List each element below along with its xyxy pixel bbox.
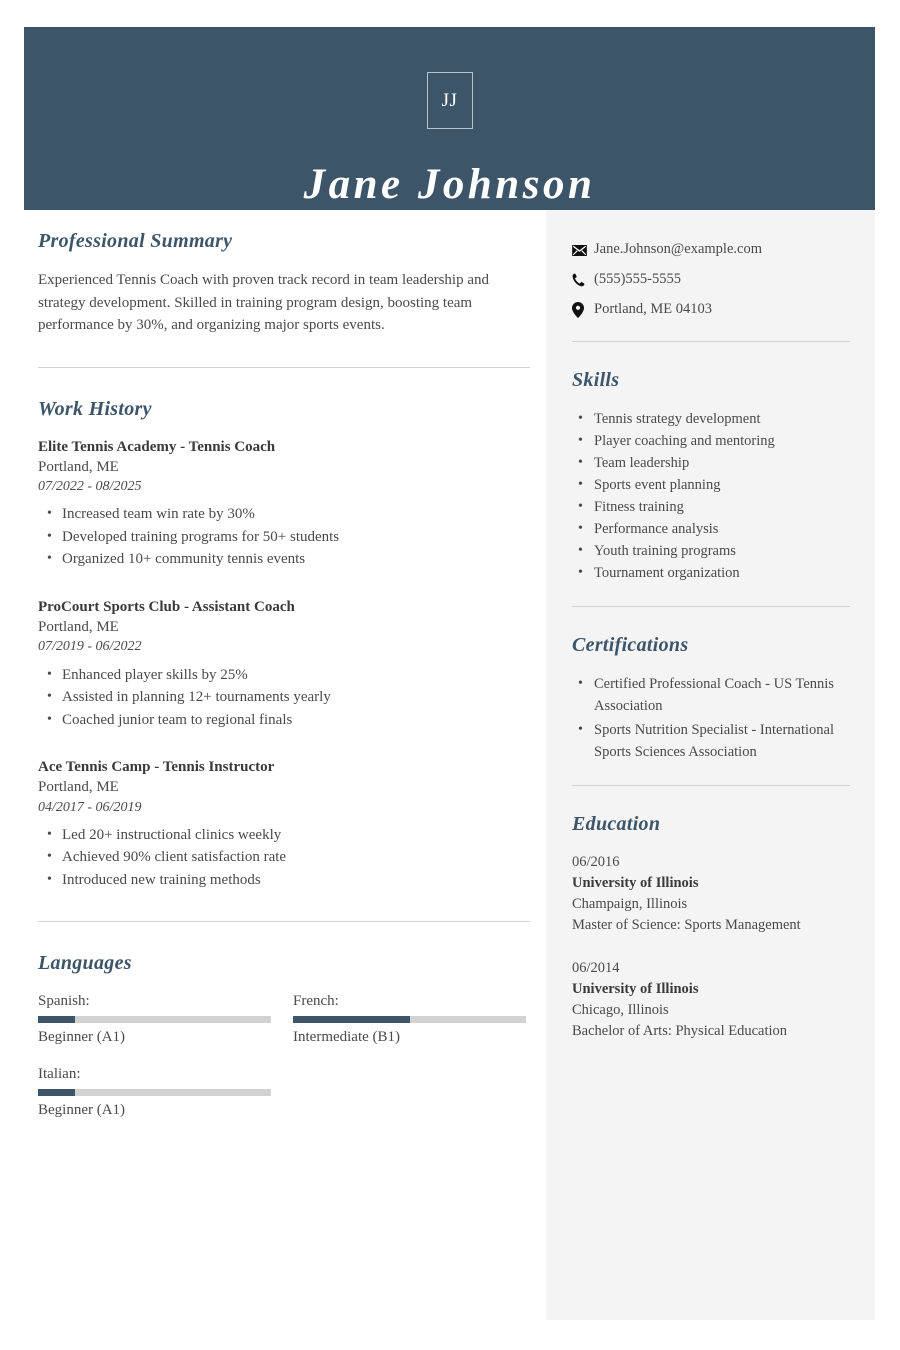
list-item: • Team leadership (592, 452, 849, 474)
summary-text: Experienced Tennis Coach with proven track record in team leadership and strategy development. Skilled in training program design, boosting team performance by 30%, and organizing major sports events. (38, 272, 490, 333)
language-proficiency-bar (38, 1016, 271, 1023)
language-proficiency-bar (293, 1016, 526, 1023)
list-item: • Introduced new training methods (62, 869, 532, 892)
list-item: • Fitness training (592, 496, 849, 518)
language-name: French: (293, 993, 339, 1010)
job-bullets (38, 503, 532, 571)
job-title: ProCourt Sports Club - Assistant Coach (38, 598, 295, 615)
language-item (38, 1064, 271, 1121)
phone-icon (572, 270, 594, 289)
language-name: Italian: (38, 1066, 81, 1083)
list-item: • Player coaching and mentoring (592, 430, 849, 452)
monogram-initials: JJ (441, 90, 458, 111)
education-date: 06/2016 (572, 854, 620, 871)
list-item: • Youth training programs (592, 540, 849, 562)
job-location: Portland, ME (38, 619, 119, 636)
languages-grid (38, 991, 532, 1137)
language-proficiency-fill (38, 1016, 75, 1023)
education-entry (572, 958, 849, 1042)
list-item: • Tennis strategy development (592, 408, 849, 430)
languages-heading: Languages (38, 952, 132, 975)
list-item: • Performance analysis (592, 518, 849, 540)
education-school: University of Illinois (572, 875, 699, 892)
main-divider-1 (38, 367, 530, 368)
list-item: • Coached junior team to regional finals (62, 709, 532, 732)
education-entry (572, 852, 849, 936)
contact-list (572, 240, 849, 319)
certifications-heading: Certifications (572, 634, 689, 657)
language-proficiency-fill (38, 1089, 75, 1096)
job-location: Portland, ME (38, 779, 119, 796)
work-entry (38, 757, 532, 891)
job-bullets (38, 824, 532, 892)
language-proficiency-fill (293, 1016, 410, 1023)
job-location: Portland, ME (38, 458, 119, 475)
language-item (38, 991, 271, 1048)
certifications-list (572, 673, 849, 763)
list-item: • Led 20+ instructional clinics weekly (62, 824, 532, 847)
language-level: Intermediate (B1) (293, 1029, 401, 1046)
education-degree: Bachelor of Arts: Physical Education (572, 1023, 788, 1040)
list-item: • Enhanced player skills by 25% (62, 664, 532, 687)
contact-phone-value[interactable]: (555)555-5555 (594, 271, 681, 287)
language-level: Beginner (A1) (38, 1029, 126, 1046)
list-item: • Achieved 90% client satisfaction rate (62, 846, 532, 869)
education-date: 06/2014 (572, 960, 620, 977)
list-item: • Developed training programs for 50+ students (62, 526, 532, 549)
contact-item-phone (572, 270, 849, 289)
list-item: • Certified Professional Coach - US Tennis Association (592, 673, 849, 717)
list-item: • Tournament organization (592, 562, 849, 584)
job-bullets (38, 664, 532, 732)
job-title: Ace Tennis Camp - Tennis Instructor (38, 759, 275, 776)
skills-heading: Skills (572, 369, 620, 391)
list-item: • Increased team win rate by 30% (62, 503, 532, 526)
skills-list (572, 408, 849, 584)
work-entry (38, 597, 532, 731)
language-item (293, 991, 526, 1048)
job-dates: 07/2022 - 08/2025 (38, 479, 142, 494)
job-title: Elite Tennis Academy - Tennis Coach (38, 438, 276, 455)
contact-item-email (572, 240, 849, 259)
sidebar-divider-1 (572, 341, 850, 342)
resume-header (24, 27, 875, 210)
job-dates: 07/2019 - 06/2022 (38, 639, 142, 655)
list-item: • Assisted in planning 12+ tournaments yearly (62, 686, 532, 709)
contact-item-location (572, 300, 849, 319)
job-dates: 04/2017 - 06/2019 (38, 799, 142, 815)
list-item: • Sports event planning (592, 474, 849, 496)
education-location: Chicago, Illinois (572, 1002, 669, 1019)
location-pin-icon (572, 300, 594, 319)
sidebar-divider-2 (572, 606, 850, 607)
monogram-badge (427, 72, 473, 129)
summary-heading: Professional Summary (38, 230, 233, 252)
education-location: Champaign, Illinois (572, 896, 688, 913)
list-item: • Organized 10+ community tennis events (62, 548, 532, 571)
work-entry (38, 437, 532, 571)
education-school: University of Illinois (572, 981, 699, 998)
language-name: Spanish: (38, 993, 90, 1010)
main-column (38, 230, 532, 1137)
work-history-heading: Work History (38, 397, 152, 420)
contact-email-value[interactable]: Jane.Johnson@example.com (594, 241, 762, 257)
sidebar (546, 210, 875, 1320)
sidebar-divider-3 (572, 785, 850, 786)
page-title: Jane Johnson (303, 161, 596, 208)
language-proficiency-bar (38, 1089, 271, 1096)
envelope-icon (572, 240, 594, 259)
education-degree: Master of Science: Sports Management (572, 917, 801, 934)
main-divider-2 (38, 921, 530, 922)
list-item: • Sports Nutrition Specialist - International Sports Sciences Association (592, 719, 849, 763)
education-heading: Education (572, 813, 661, 836)
language-level: Beginner (A1) (38, 1102, 126, 1119)
contact-location-value: Portland, ME 04103 (594, 301, 713, 317)
